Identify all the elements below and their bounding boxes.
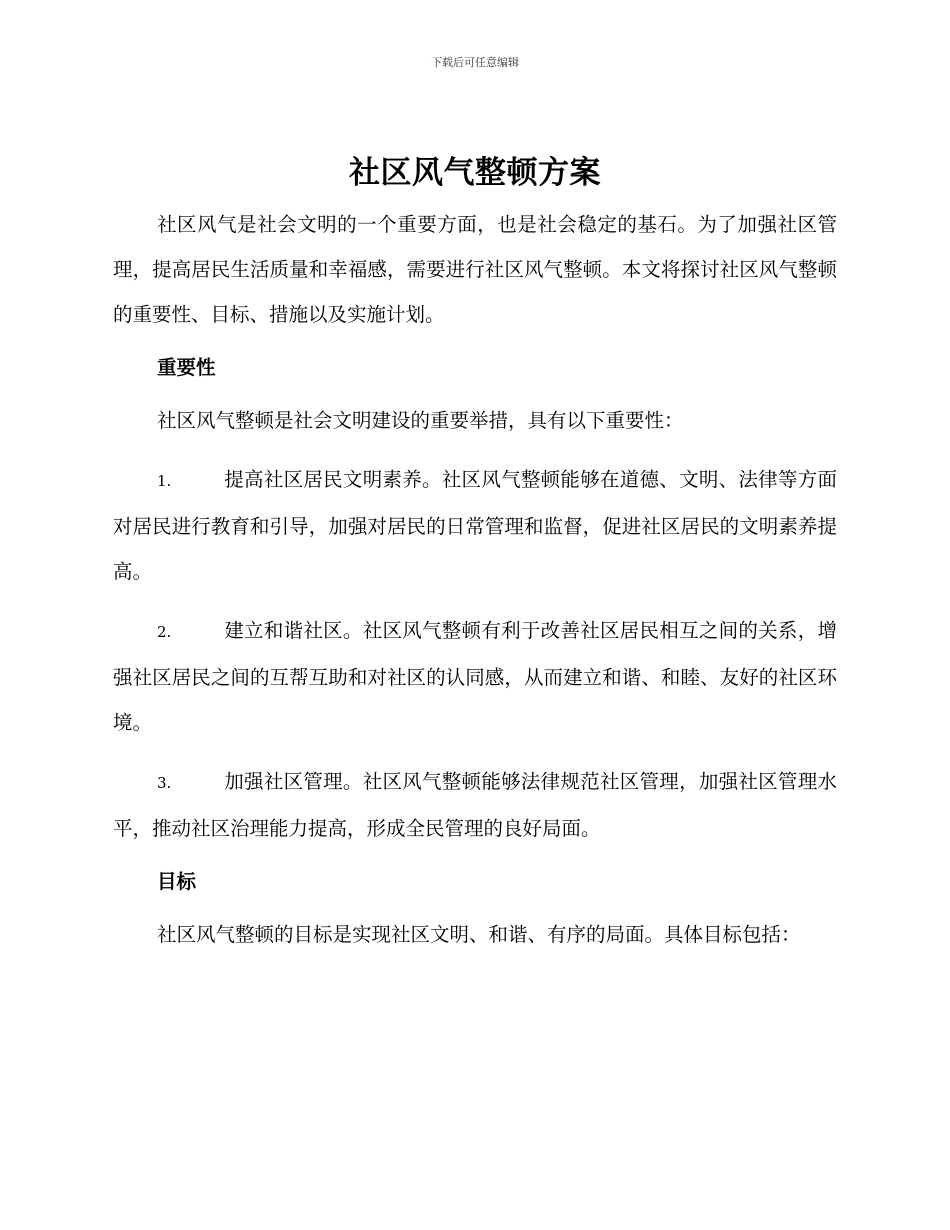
list-item-number: 1. bbox=[157, 472, 172, 490]
document-title: 社区风气整顿方案 bbox=[349, 155, 601, 191]
list-item-number: 3. bbox=[157, 774, 172, 792]
list-item-number: 2. bbox=[157, 623, 172, 641]
list-item-text: 加强社区管理。社区风气整顿能够法律规范社区管理，加强社区管理水平，推动社区治理能力提高，形成全民管理的良好局面。 bbox=[113, 770, 837, 840]
section-lead-goals: 社区风气整顿的目标是实现社区文明、和谐、有序的局面。具体目标包括： bbox=[157, 923, 801, 946]
list-item-text: 提高社区居民文明素养。社区风气整顿能够在道德、文明、法律等方面对居民进行教育和引导，加强对居民的日常管理和监督，促进社区居民的文明素养提高。 bbox=[113, 468, 837, 583]
section-heading-importance: 重要性 bbox=[157, 356, 216, 379]
intro-paragraph: 社区风气是社会文明的一个重要方面，也是社会稳定的基石。为了加强社区管理，提高居民生活质量和幸福感，需要进行社区风气整顿。本文将探讨社区风气整顿的重要性、目标、措施以及实施计划。 bbox=[113, 213, 837, 326]
section-lead-importance: 社区风气整顿是社会文明建设的重要举措，具有以下重要性： bbox=[157, 409, 684, 432]
list-item bbox=[113, 759, 837, 851]
list-item bbox=[113, 608, 837, 745]
list-item-text: 建立和谐社区。社区风气整顿有利于改善社区居民相互之间的关系，增强社区居民之间的互帮互助和对社区的认同感，从而建立和谐、和睦、友好的社区环境。 bbox=[113, 619, 837, 734]
page-header-note: 下载后可任意编辑 bbox=[431, 56, 519, 69]
document-body bbox=[113, 148, 837, 957]
section-heading-goals: 目标 bbox=[157, 870, 197, 893]
list-item bbox=[113, 457, 837, 594]
